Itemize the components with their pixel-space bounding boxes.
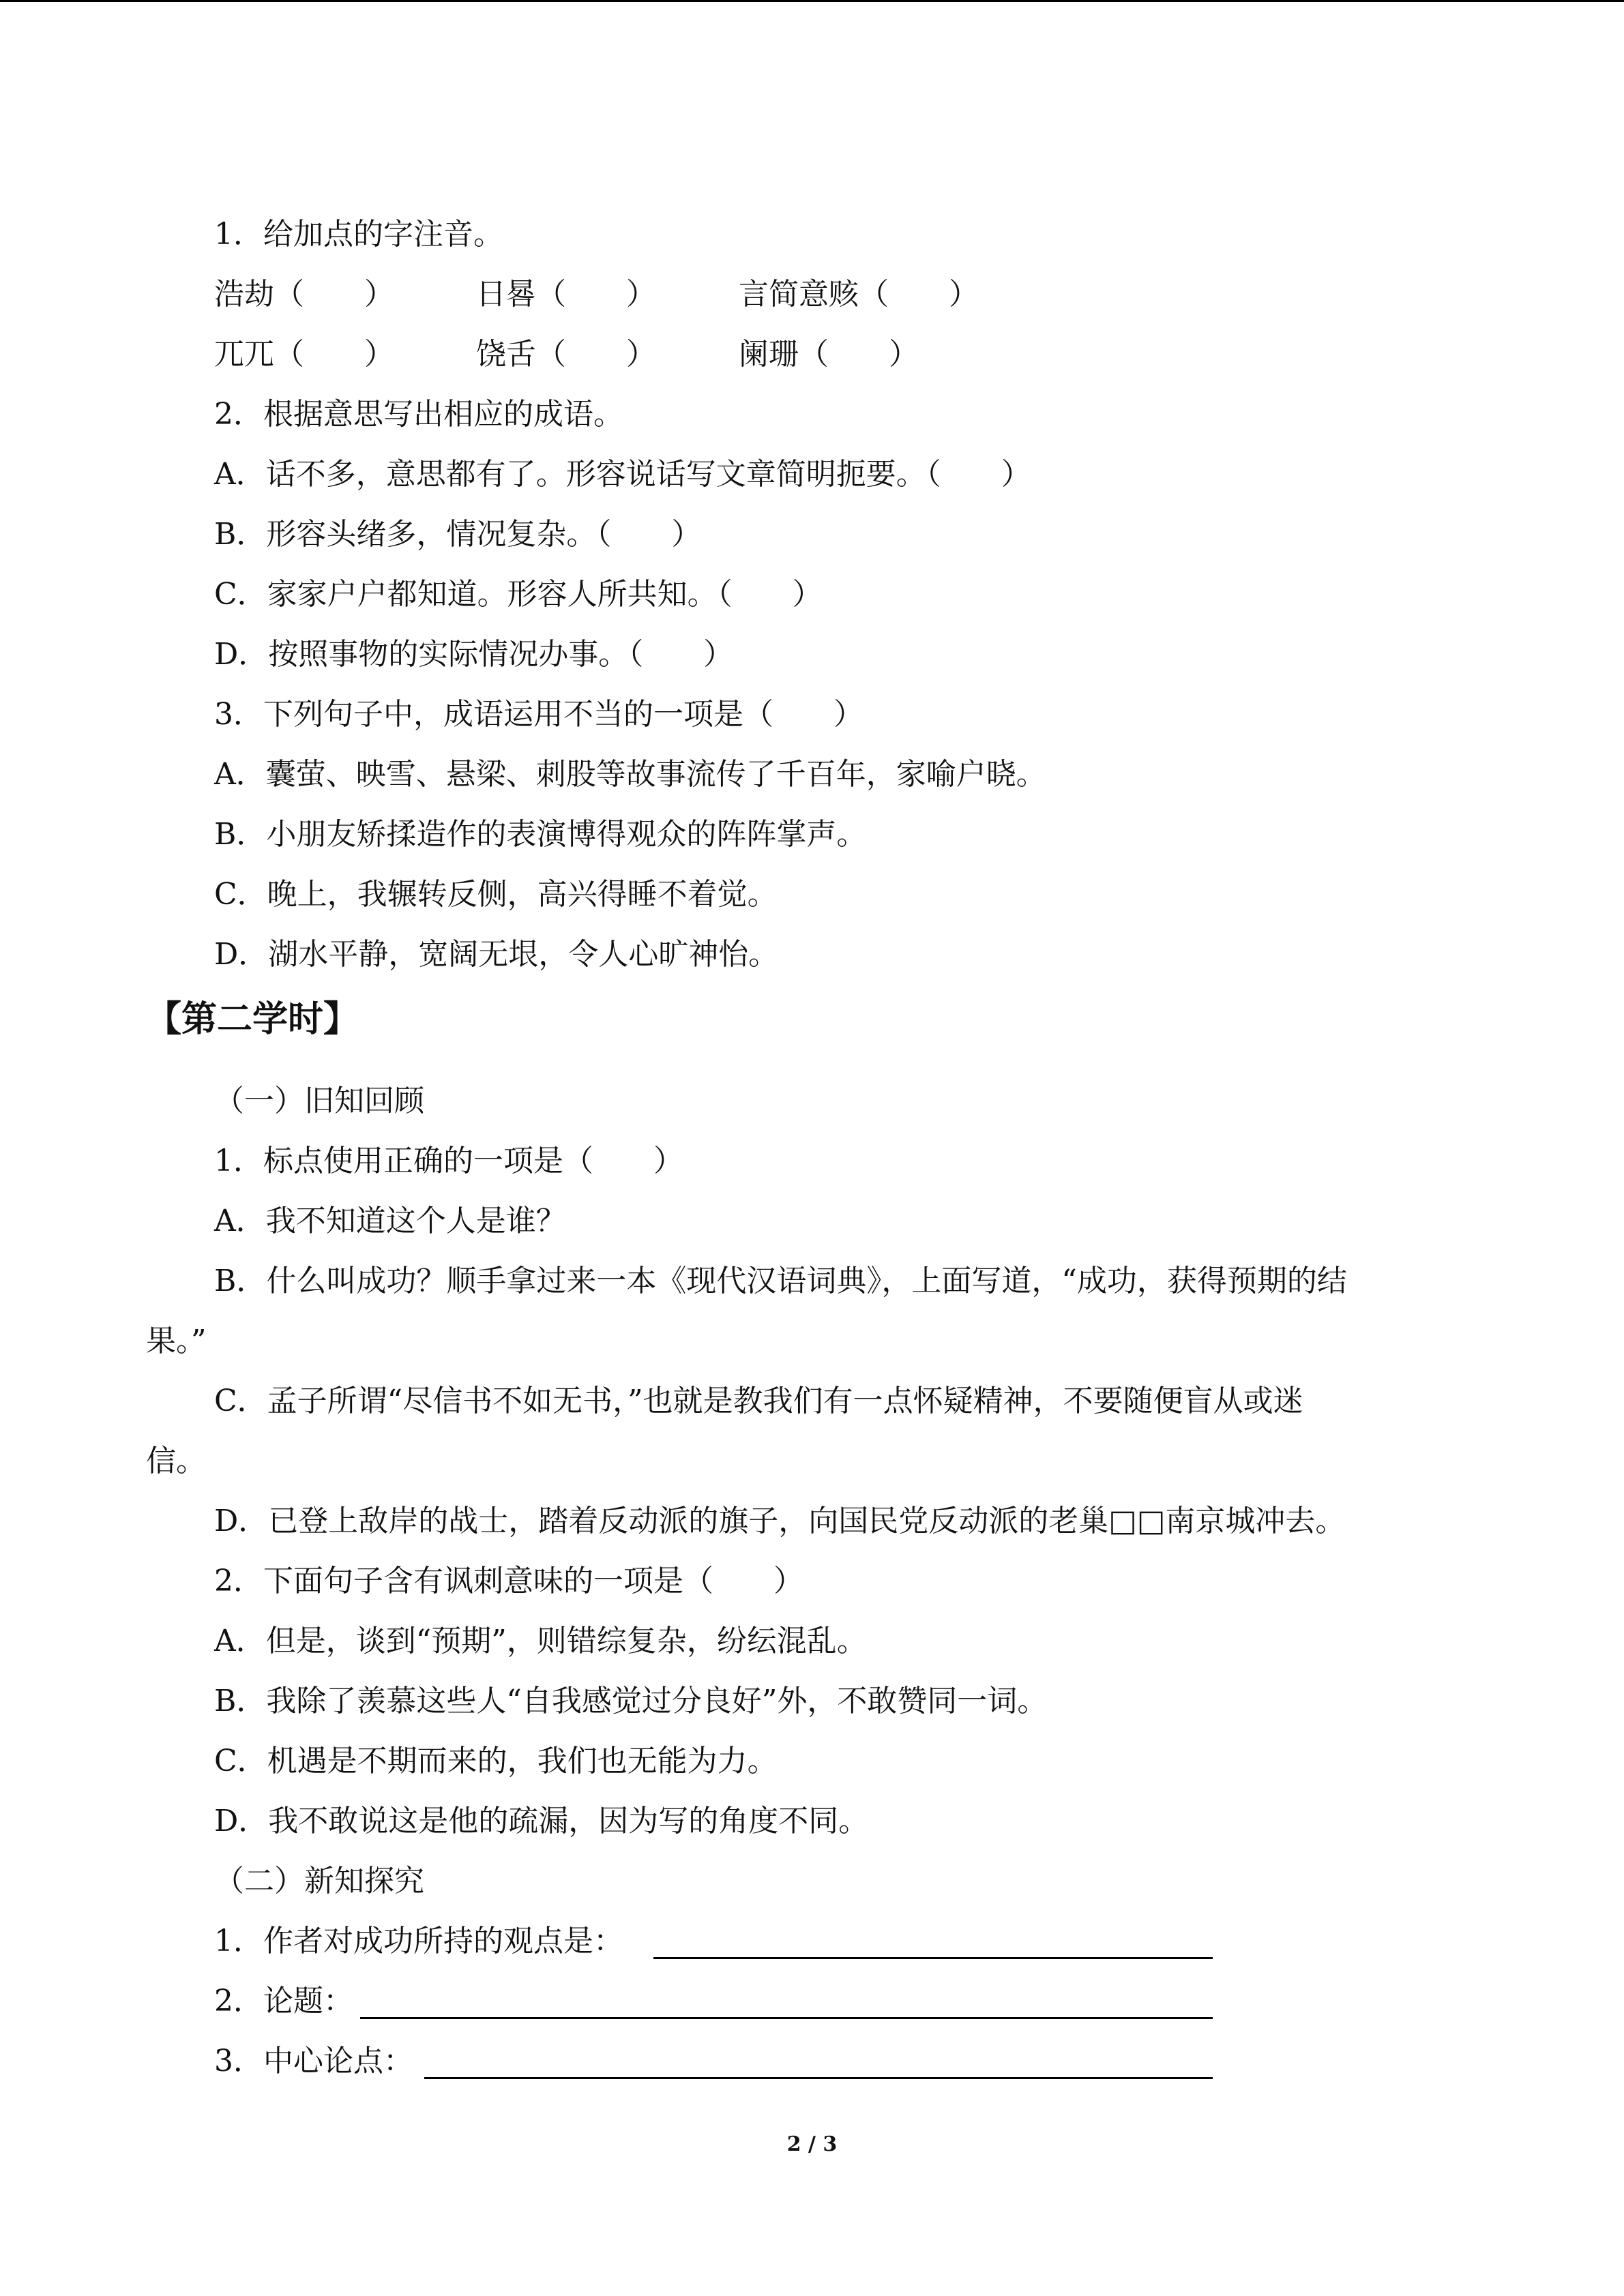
r1-option-a: A．我不知道这个人是谁？: [214, 1204, 566, 1238]
r2-option-b: B．我除了羡慕这些人“自我感觉过分良好”外，不敢赞同一词。: [214, 1684, 1048, 1718]
explore-q2-answer-line[interactable]: [360, 2017, 1213, 2019]
section-heading: 【第二学时】: [146, 999, 359, 1040]
explore-q1-label: 1．作者对成功所持的观点是：: [214, 1924, 623, 1958]
r2-option-c: C．机遇是不期而来的，我们也无能为力。: [214, 1744, 778, 1778]
q1-item-1: 浩劫（ ）: [214, 277, 394, 312]
q3-option-d: D．湖水平静，宽阔无垠，令人心旷神怡。: [214, 937, 779, 972]
q1-item-2: 日晷（ ）: [476, 277, 656, 312]
q3-option-b: B．小朋友矫揉造作的表演博得观众的阵阵掌声。: [214, 817, 867, 852]
q3-option-a: A．囊萤、映雪、悬梁、刺股等故事流传了千百年，家喻户晓。: [214, 757, 1046, 792]
q1-item-3: 言简意赅（ ）: [739, 277, 979, 312]
page-number: 2 / 3: [786, 2132, 838, 2156]
q1-title: 1．给加点的字注音。: [214, 217, 503, 252]
q2-option-a: A．话不多，意思都有了。形容说话写文章简明扼要。（ ）: [214, 457, 1031, 492]
r2-option-d: D．我不敢说这是他的疏漏，因为写的角度不同。: [214, 1804, 869, 1838]
q1-item-5: 饶舌（ ）: [476, 337, 656, 372]
r1-option-d: D．已登上敌岸的战士，踏着反动派的旗子，向国民党反动派的老巢□□南京城冲去。: [214, 1504, 1346, 1538]
r1-option-c-line1: C．孟子所谓“尽信书不如无书，”也就是教我们有一点怀疑精神，不要随便盲从或迷: [214, 1384, 1303, 1418]
r1-option-b-line2: 果。”: [146, 1324, 207, 1358]
explore-title: （二）新知探究: [214, 1864, 424, 1898]
q1-item-6: 阑珊（ ）: [739, 337, 919, 372]
r1-option-b-line1: B．什么叫成功？顺手拿过来一本《现代汉语词典》，上面写道，“成功，获得预期的结: [214, 1264, 1347, 1298]
explore-q3-label: 3．中心论点：: [214, 2044, 413, 2078]
q1-item-4: 兀兀（ ）: [214, 337, 394, 372]
top-border-rule: [0, 0, 1624, 2]
q3-option-c: C．晚上，我辗转反侧，高兴得睡不着觉。: [214, 877, 778, 912]
r1-option-c-line2: 信。: [146, 1444, 206, 1478]
q2-title: 2．根据意思写出相应的成语。: [214, 397, 623, 432]
q3-title: 3．下列句子中，成语运用不当的一项是（ ）: [214, 697, 863, 732]
r1-title: 1．标点使用正确的一项是（ ）: [214, 1144, 683, 1178]
r2-title: 2．下面句子含有讽刺意味的一项是（ ）: [214, 1564, 803, 1598]
q2-option-c: C．家家户户都知道。形容人所共知。（ ）: [214, 577, 823, 612]
explore-q1-answer-line[interactable]: [653, 1957, 1213, 1959]
explore-q2-label: 2．论题：: [214, 1984, 353, 2018]
r2-option-a: A．但是，谈到“预期”，则错综复杂，纷纭混乱。: [214, 1624, 867, 1658]
q2-option-b: B．形容头绪多，情况复杂。（ ）: [214, 517, 702, 552]
q2-option-d: D．按照事物的实际情况办事。（ ）: [214, 637, 734, 672]
explore-q3-answer-line[interactable]: [424, 2077, 1213, 2079]
review-title: （一）旧知回顾: [214, 1084, 424, 1118]
